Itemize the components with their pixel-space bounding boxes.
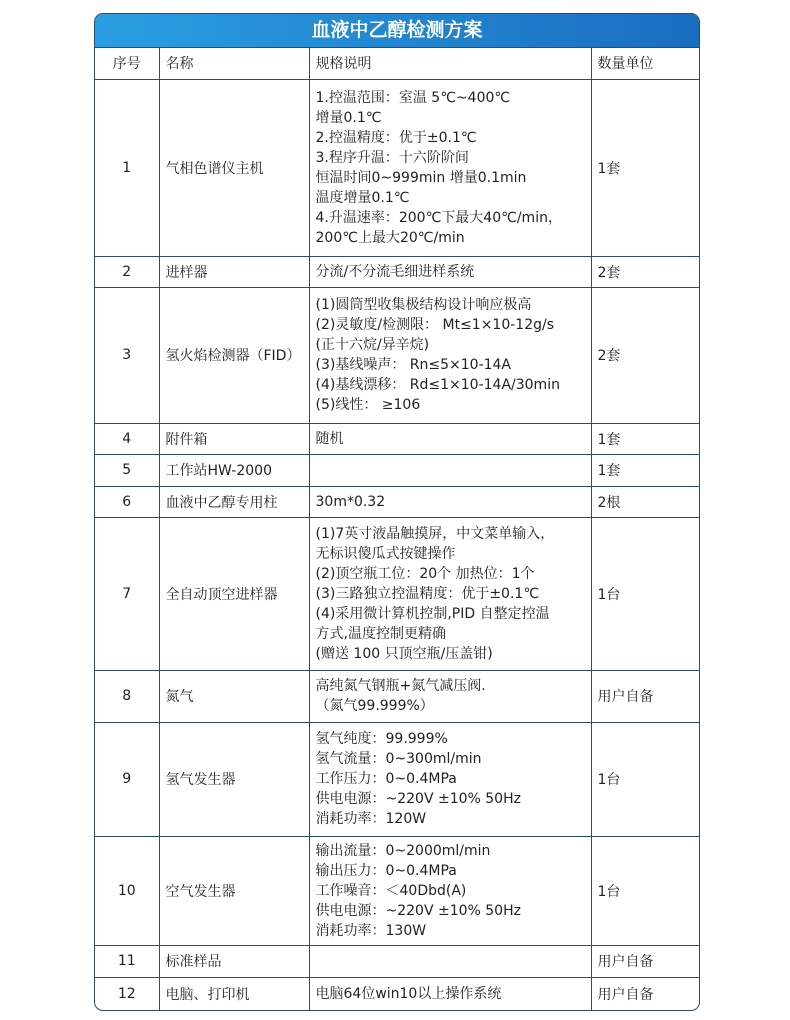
item-name: 血液中乙醇专用柱 <box>159 486 309 517</box>
item-quantity: 2套 <box>591 287 699 423</box>
table-row <box>95 836 699 945</box>
item-spec <box>309 945 591 977</box>
item-quantity: 2套 <box>591 256 699 287</box>
item-quantity: 用户自备 <box>591 670 699 722</box>
item-quantity: 1台 <box>591 517 699 670</box>
item-name: 进样器 <box>159 256 309 287</box>
item-quantity: 1套 <box>591 423 699 454</box>
item-name: 空气发生器 <box>159 836 309 945</box>
item-name: 工作站HW-2000 <box>159 454 309 486</box>
item-spec: (1)7英寸液晶触摸屏，中文菜单输入， 无标识傻瓜式按键操作 (2)顶空瓶工位：20个 加热位：1个 (3)三路独立控温精度：优于±0.1℃ (4)采用微计算机控制,PID 自整定控温 方式,温度控制更精确 (赠送 100 只顶空瓶/压盖钳) <box>309 517 591 670</box>
table-row <box>95 79 699 256</box>
item-quantity: 2根 <box>591 486 699 517</box>
row-number: 11 <box>95 945 159 977</box>
header-no: 序号 <box>95 48 159 79</box>
item-name: 氢火焰检测器（FID） <box>159 287 309 423</box>
item-name: 附件箱 <box>159 423 309 454</box>
item-spec: 1.控温范围：室温 5℃~400℃ 增量0.1℃ 2.控温精度：优于±0.1℃ 3.程序升温：十六阶阶间 恒温时间0~999min 增量0.1min 温度增量0.1℃ 4.升温速率：200℃下最大40℃/min， 200℃上最大20℃/min <box>309 79 591 256</box>
item-spec: 氢气纯度：99.999% 氢气流量：0~300ml/min 工作压力：0~0.4MPa 供电电源：~220V ±10% 50Hz 消耗功率：120W <box>309 722 591 836</box>
plan-table-card <box>94 13 700 1011</box>
header-spec: 规格说明 <box>309 48 591 79</box>
item-spec: 输出流量：0~2000ml/min 输出压力：0~0.4MPa 工作噪音：＜40Dbd(A) 供电电源：~220V ±10% 50Hz 消耗功率：130W <box>309 836 591 945</box>
item-quantity: 1台 <box>591 722 699 836</box>
table-row <box>95 722 699 836</box>
header-name: 名称 <box>159 48 309 79</box>
item-spec: 分流/不分流毛细进样系统 <box>309 256 591 287</box>
item-spec: 30m*0.32 <box>309 486 591 517</box>
table-row <box>95 423 699 454</box>
item-spec: 电脑64位win10以上操作系统 <box>309 977 591 1010</box>
item-spec: (1)圆筒型收集极结构设计响应极高 (2)灵敏度/检测限： Mt≤1×10-12g/s (正十六烷/异辛烷) (3)基线噪声： Rn≤5×10-14A (4)基线漂移： Rd≤1×10-14A/30min (5)线性： ≥106 <box>309 287 591 423</box>
row-number: 1 <box>95 79 159 256</box>
item-quantity: 用户自备 <box>591 945 699 977</box>
item-spec: 随机 <box>309 423 591 454</box>
row-number: 2 <box>95 256 159 287</box>
row-number: 7 <box>95 517 159 670</box>
item-quantity: 1套 <box>591 454 699 486</box>
table-row <box>95 454 699 486</box>
table-row <box>95 517 699 670</box>
table-row <box>95 486 699 517</box>
row-number: 5 <box>95 454 159 486</box>
table-row <box>95 287 699 423</box>
table-row <box>95 945 699 977</box>
table-row <box>95 670 699 722</box>
plan-table <box>95 48 699 1010</box>
item-quantity: 用户自备 <box>591 977 699 1010</box>
header-qty: 数量单位 <box>591 48 699 79</box>
item-spec: 高纯氮气钢瓶+氮气减压阀. （氮气99.999%） <box>309 670 591 722</box>
table-row <box>95 977 699 1010</box>
row-number: 9 <box>95 722 159 836</box>
row-number: 12 <box>95 977 159 1010</box>
item-spec <box>309 454 591 486</box>
item-quantity: 1台 <box>591 836 699 945</box>
item-name: 全自动顶空进样器 <box>159 517 309 670</box>
item-quantity: 1套 <box>591 79 699 256</box>
table-row <box>95 256 699 287</box>
table-title: 血液中乙醇检测方案 <box>95 14 699 48</box>
item-name: 氢气发生器 <box>159 722 309 836</box>
item-name: 气相色谱仪主机 <box>159 79 309 256</box>
item-name: 标准样品 <box>159 945 309 977</box>
row-number: 10 <box>95 836 159 945</box>
row-number: 4 <box>95 423 159 454</box>
item-name: 氮气 <box>159 670 309 722</box>
row-number: 8 <box>95 670 159 722</box>
row-number: 6 <box>95 486 159 517</box>
item-name: 电脑、打印机 <box>159 977 309 1010</box>
row-number: 3 <box>95 287 159 423</box>
